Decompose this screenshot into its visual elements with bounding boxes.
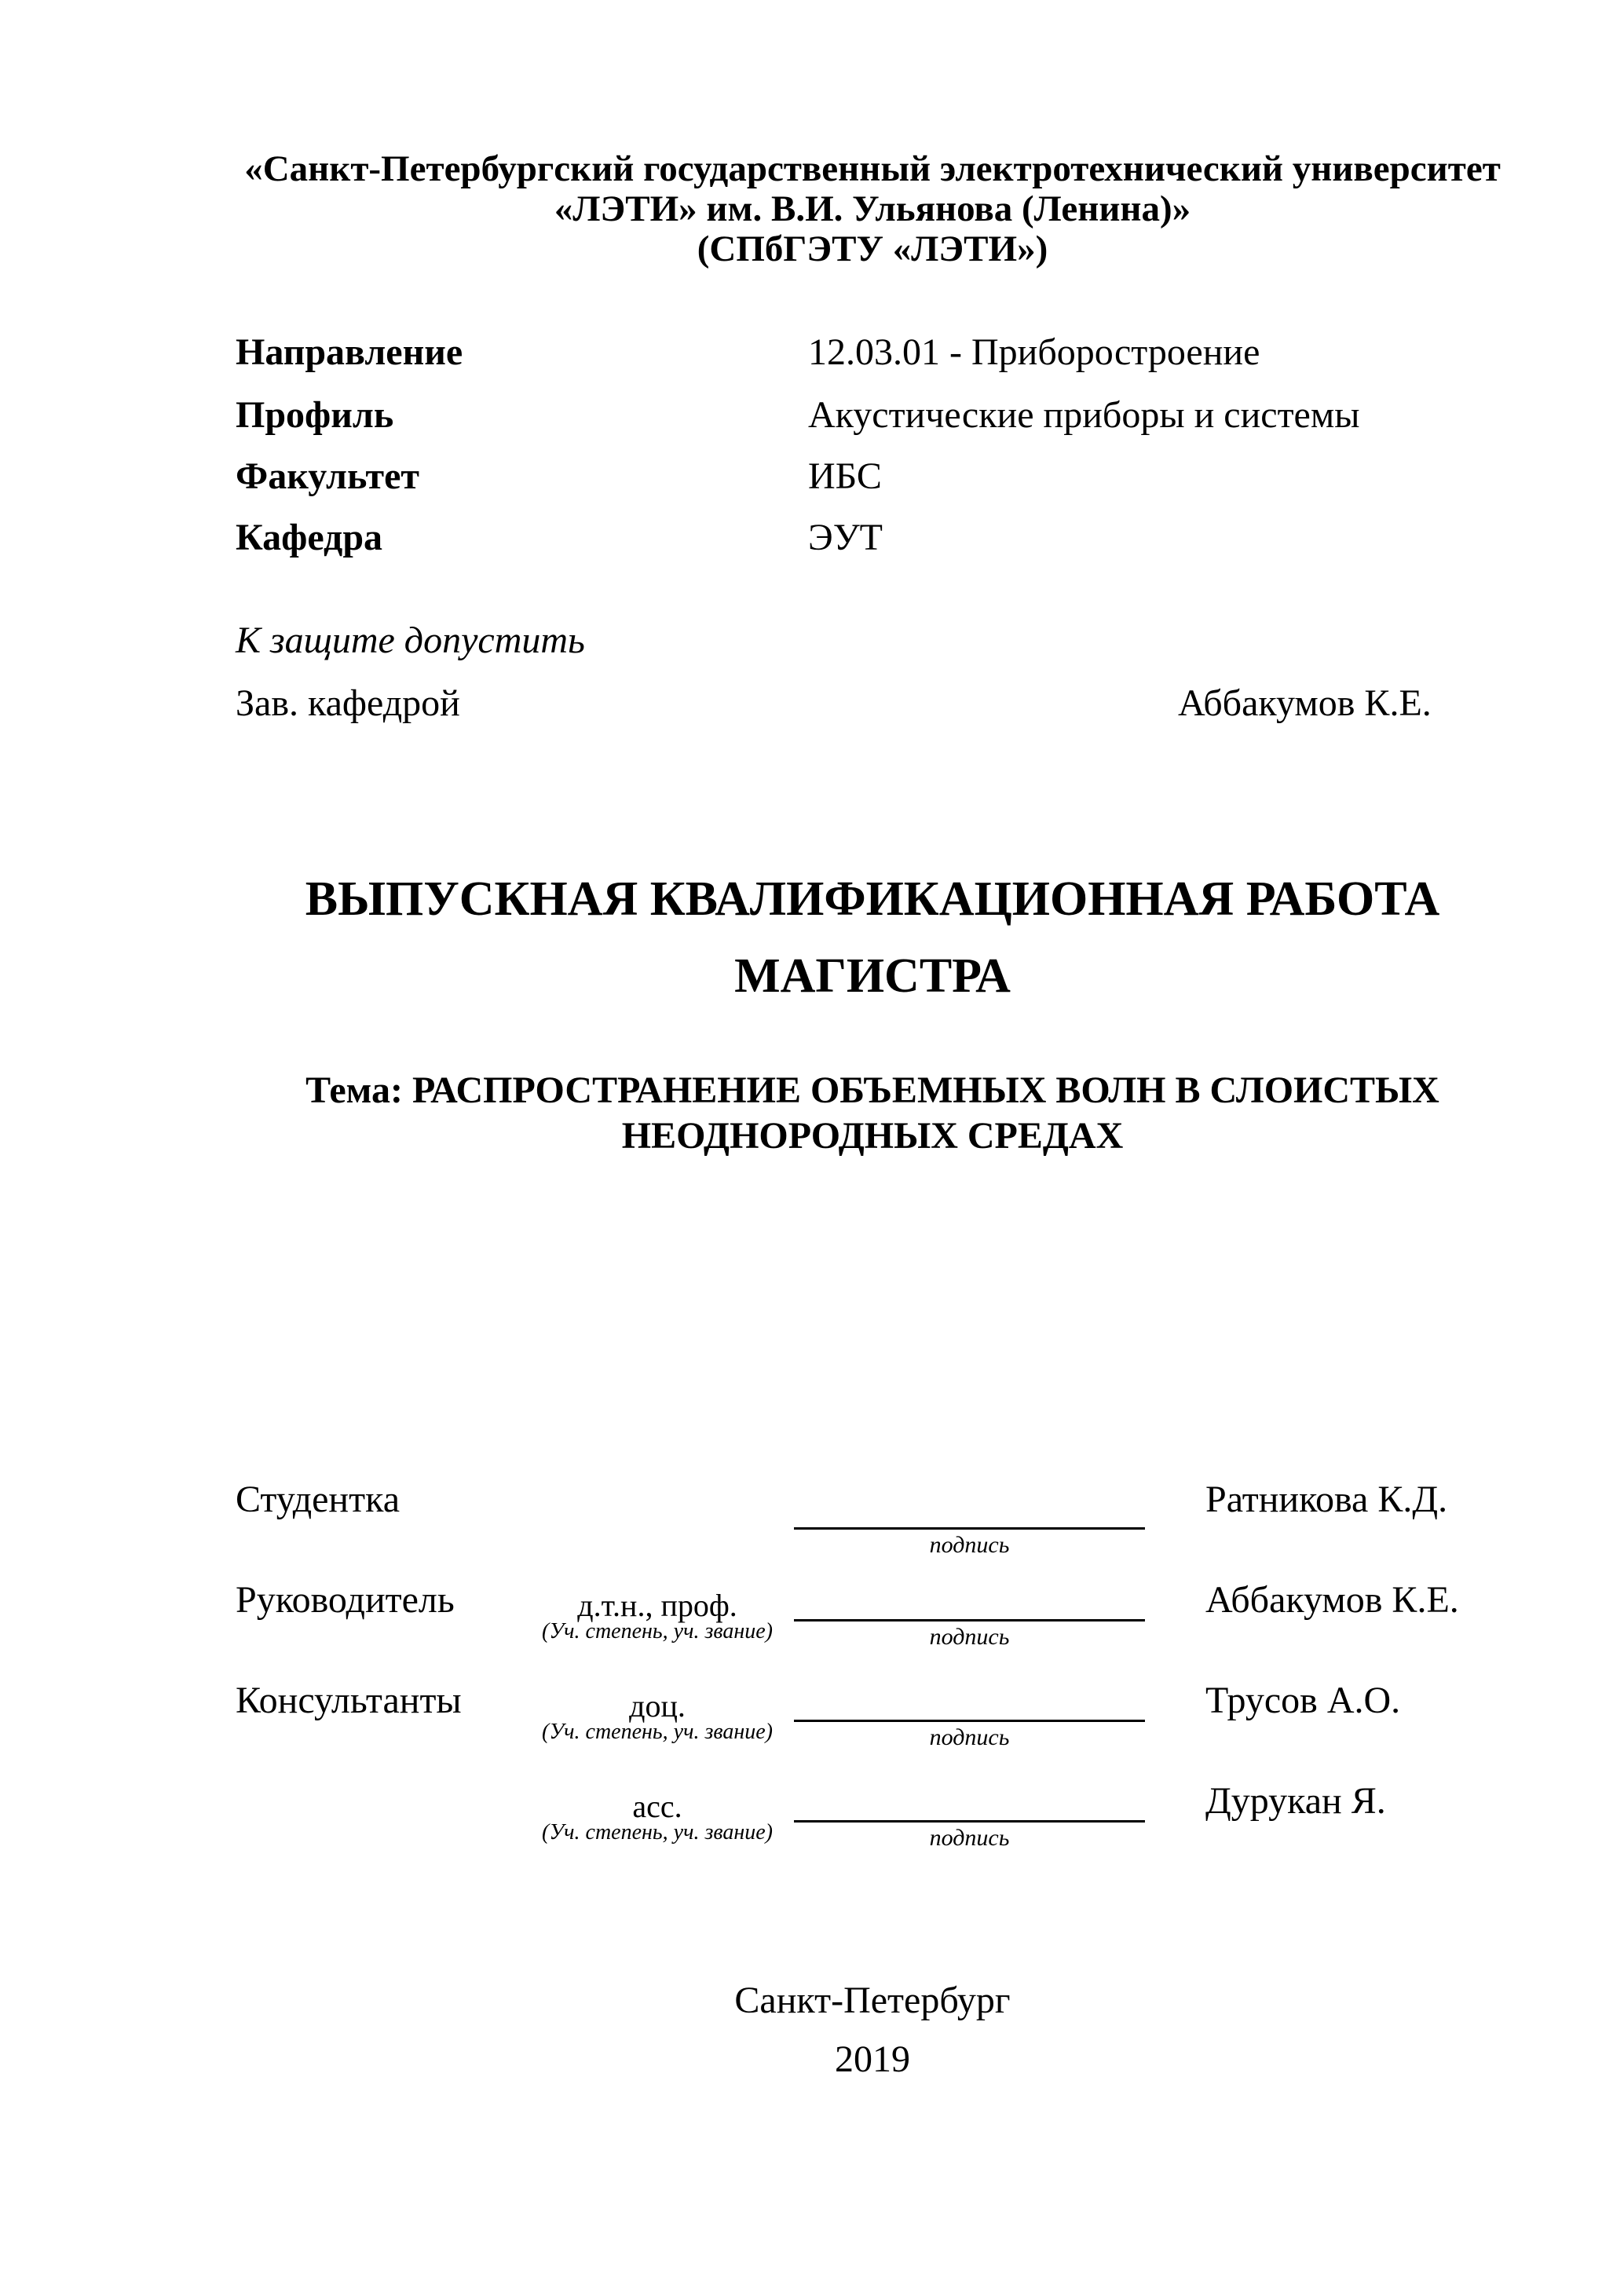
department-head-label: Зав. кафедрой	[236, 682, 460, 724]
consultant1-degree: доц.	[629, 1688, 686, 1724]
consultant1-degree-note: (Уч. степень, уч. звание)	[542, 1720, 773, 1744]
consultant1-signature-note: подпись	[929, 1724, 1010, 1750]
consultant2-signature-note: подпись	[929, 1825, 1010, 1851]
theme-block	[236, 1068, 1509, 1159]
footer	[236, 1980, 1509, 2080]
consultant1-signature-line	[794, 1720, 1145, 1722]
footer-city: Санкт-Петербург	[734, 1980, 1011, 2021]
signature-row-consultant-2	[236, 1779, 1509, 1880]
faculty-value: ИБС	[808, 455, 882, 497]
student-role-label: Студентка	[236, 1479, 400, 1520]
department-head-name: Аббакумов К.Е.	[1178, 682, 1432, 724]
profile-label: Профиль	[236, 394, 394, 436]
work-title-line1: ВЫПУСКНАЯ КВАЛИФИКАЦИОННАЯ РАБОТА	[305, 872, 1440, 926]
field-row-direction	[236, 331, 1509, 374]
admission-statement: К защите допустить	[236, 620, 585, 661]
supervisor-role-label: Руководитель	[236, 1579, 455, 1621]
supervisor-degree: д.т.н., проф.	[577, 1588, 737, 1623]
field-row-department	[236, 517, 1509, 559]
supervisor-name: Аббакумов К.Е.	[1205, 1579, 1459, 1621]
supervisor-degree-note: (Уч. степень, уч. звание)	[542, 1619, 773, 1643]
signature-row-consultant-1	[236, 1679, 1509, 1779]
student-name: Ратникова К.Д.	[1205, 1479, 1448, 1520]
field-row-profile	[236, 394, 1509, 437]
signature-row-supervisor	[236, 1578, 1509, 1679]
admission-row	[236, 682, 1509, 725]
department-label: Кафедра	[236, 517, 383, 558]
work-title-line2: МАГИСТРА	[734, 949, 1011, 1003]
faculty-label: Факультет	[236, 455, 419, 497]
university-name-line2: «ЛЭТИ» им. В.И. Ульянова (Ленина)»	[554, 188, 1191, 229]
work-title	[236, 861, 1509, 1015]
theme-label: Тема:	[305, 1069, 412, 1111]
consultant2-name: Дурукан Я.	[1205, 1780, 1386, 1822]
direction-value: 12.03.01 - Приборостроение	[808, 331, 1260, 373]
signature-row-student	[236, 1478, 1509, 1578]
university-abbreviation: (СПбГЭТУ «ЛЭТИ»)	[697, 229, 1048, 269]
consultant2-degree: асс.	[632, 1789, 682, 1824]
direction-label: Направление	[236, 331, 463, 373]
university-name-line1: «Санкт-Петербургский государственный электротехнический университет	[244, 148, 1501, 189]
consultant1-name: Трусов А.О.	[1205, 1680, 1401, 1721]
university-header	[236, 149, 1509, 269]
supervisor-signature-note: подпись	[929, 1624, 1010, 1650]
consultant2-degree-note: (Уч. степень, уч. звание)	[542, 1820, 773, 1844]
consultant2-signature-line	[794, 1820, 1145, 1823]
supervisor-signature-line	[794, 1619, 1145, 1621]
field-row-faculty	[236, 455, 1509, 498]
consultants-role-label: Консультанты	[236, 1680, 462, 1721]
footer-year: 2019	[835, 2038, 910, 2080]
profile-value: Акустические приборы и системы	[808, 394, 1360, 436]
theme-text: РАСПРОСТРАНЕНИЕ ОБЪЕМНЫХ ВОЛН В СЛОИСТЫХ НЕОДНОРОДНЫХ СРЕДАХ	[411, 1069, 1439, 1157]
student-signature-note: подпись	[929, 1532, 1010, 1558]
student-signature-line	[794, 1527, 1145, 1530]
department-value: ЭУТ	[808, 517, 883, 558]
